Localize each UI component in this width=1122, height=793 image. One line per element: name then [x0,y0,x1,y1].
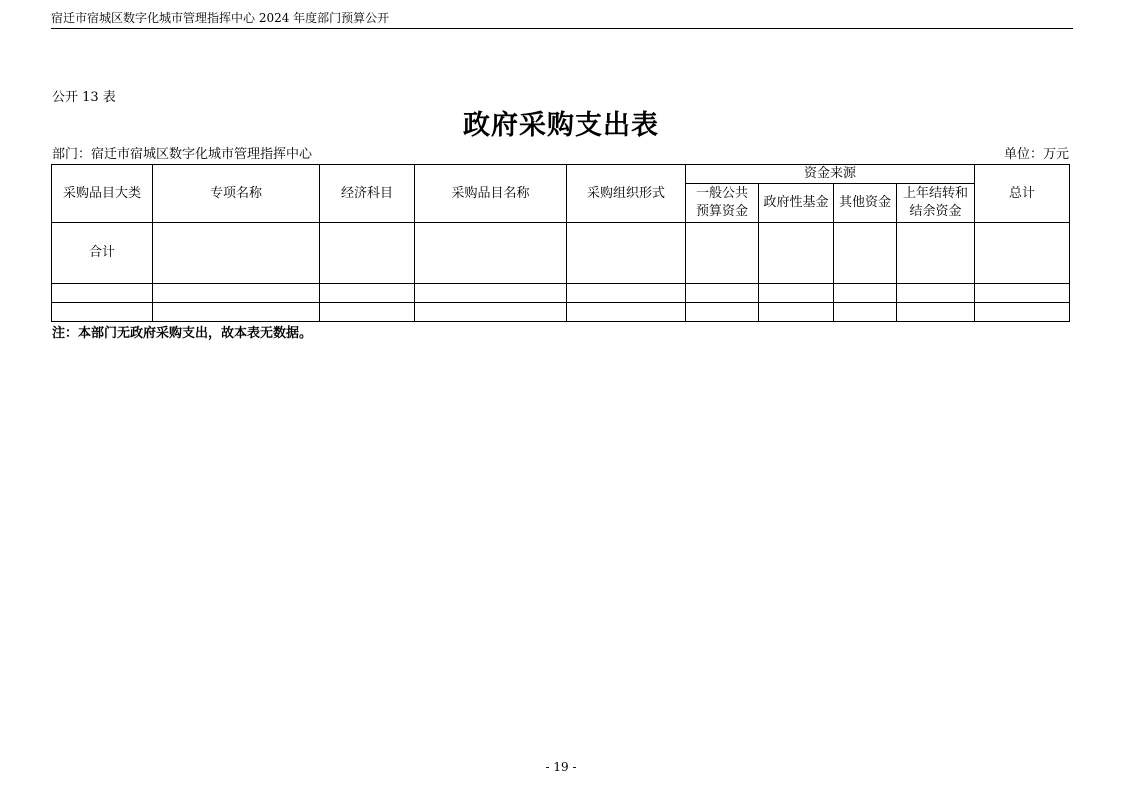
table-cell [320,223,415,284]
table-cell [52,284,153,303]
running-header-title: 宿迁市宿城区数字化城市管理指挥中心 2024 年度部门预算公开 [51,11,390,25]
header-cell-general-budget [686,184,759,223]
table-cell [834,284,897,303]
header-cell-carryover-line1: 上年结转和 [903,186,969,201]
header-cell-carryover [897,184,975,223]
header-cell-fund-source: 资金来源 [686,165,975,184]
table-cell [686,223,759,284]
table-cell [567,223,686,284]
table-cell [153,284,320,303]
unit-label: 单位：万元 [1003,147,1069,162]
table-cell [686,284,759,303]
header-row-1 [52,165,1070,184]
header-cell-general-budget-line2: 预算资金 [695,204,748,219]
table-cell [415,303,567,322]
header-cell-category: 采购品目大类 [52,165,153,223]
total-row-label: 合计 [52,223,153,284]
table-cell [52,303,153,322]
table-cell [834,303,897,322]
table-cell [897,303,975,322]
table-cell [415,223,567,284]
table-cell [975,223,1070,284]
table-row [52,284,1070,303]
table-cell [320,303,415,322]
header-cell-project-name: 专项名称 [153,165,320,223]
page-title: 政府采购支出表 [463,110,659,141]
header-cell-org-form: 采购组织形式 [567,165,686,223]
table-cell [567,303,686,322]
header-cell-government-fund: 政府性基金 [759,184,834,223]
table-cell [415,284,567,303]
table-cell [320,284,415,303]
table-cell [975,284,1070,303]
table-cell [834,223,897,284]
running-header [51,11,1073,29]
total-row [52,223,1070,284]
table-note: 注：本部门无政府采购支出，故本表无数据。 [52,326,313,341]
table-cell [686,303,759,322]
department-label: 部门：宿迁市宿城区数字化城市管理指挥中心 [52,147,313,162]
table-cell [975,303,1070,322]
procurement-expenditure-table [51,164,1070,322]
page-number: - 19 - [545,760,577,774]
table-cell [759,223,834,284]
header-cell-other-funds: 其他资金 [834,184,897,223]
table-cell [567,284,686,303]
header-cell-item-name: 采购品目名称 [415,165,567,223]
table-cell [153,223,320,284]
table-cell [153,303,320,322]
table-cell [759,284,834,303]
table-cell [897,223,975,284]
table-cell [897,284,975,303]
header-cell-general-budget-line1: 一般公共 [695,186,748,201]
header-cell-total: 总计 [975,165,1070,223]
header-cell-carryover-line2: 结余资金 [909,204,962,219]
table-row [52,303,1070,322]
table-cell [759,303,834,322]
header-cell-economic-subject: 经济科目 [320,165,415,223]
table-number: 公开 13 表 [52,90,116,105]
